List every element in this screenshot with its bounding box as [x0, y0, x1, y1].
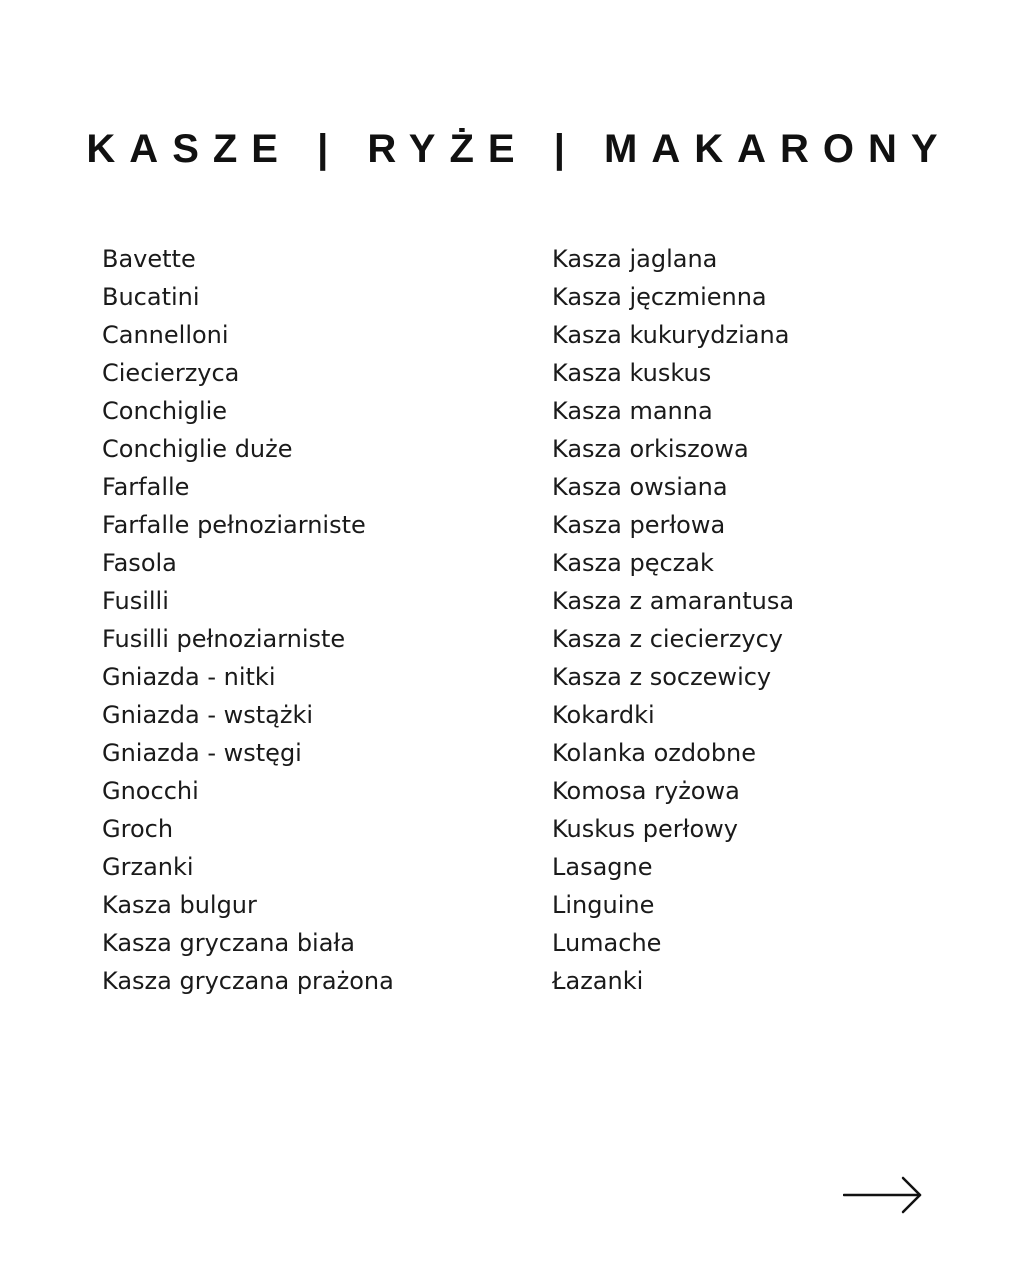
list-item: Kasza kukurydziana	[552, 321, 790, 349]
list-item: Grzanki	[102, 853, 194, 881]
list-item: Kasza kuskus	[552, 359, 712, 387]
list-item: Cannelloni	[102, 321, 229, 349]
list-item: Linguine	[552, 891, 655, 919]
list-item: Kasza owsiana	[552, 473, 728, 501]
list-item: Kasza z soczewicy	[552, 663, 772, 691]
list-item: Kasza orkiszowa	[552, 435, 749, 463]
list-item: Gnocchi	[102, 777, 199, 805]
list-item: Kasza z amarantusa	[552, 587, 795, 615]
list-item: Kasza jęczmienna	[552, 283, 767, 311]
product-list-right	[552, 240, 972, 1000]
list-item: Łazanki	[552, 967, 644, 995]
list-item: Bavette	[102, 245, 196, 273]
list-item: Fusilli	[102, 587, 169, 615]
list-item: Bucatini	[102, 283, 200, 311]
list-item: Kasza pęczak	[552, 549, 714, 577]
list-item: Kasza manna	[552, 397, 713, 425]
list-item: Kokardki	[552, 701, 655, 729]
list-item: Groch	[102, 815, 174, 843]
list-item: Gniazda - wstążki	[102, 701, 314, 729]
list-item: Ciecierzyca	[102, 359, 240, 387]
list-item: Gniazda - nitki	[102, 663, 276, 691]
list-item: Kasza jaglana	[552, 245, 718, 273]
list-item: Kasza perłowa	[552, 511, 726, 539]
list-item: Fusilli pełnoziarniste	[102, 625, 346, 653]
list-item: Farfalle pełnoziarniste	[102, 511, 366, 539]
arrow-right-icon	[843, 1176, 923, 1214]
list-item: Farfalle	[102, 473, 190, 501]
list-item: Conchiglie	[102, 397, 228, 425]
list-item: Lumache	[552, 929, 662, 957]
list-item: Gniazda - wstęgi	[102, 739, 302, 767]
product-list-left	[102, 240, 522, 1000]
list-item: Komosa ryżowa	[552, 777, 740, 805]
list-item: Kolanka ozdobne	[552, 739, 757, 767]
list-item: Kasza gryczana biała	[102, 929, 355, 957]
list-item: Lasagne	[552, 853, 653, 881]
next-page-button[interactable]	[843, 1176, 923, 1214]
list-item: Conchiglie duże	[102, 435, 293, 463]
page-title: KASZE | RYŻE | MAKARONY	[86, 126, 952, 171]
list-item: Kasza gryczana prażona	[102, 967, 394, 995]
list-item: Kuskus perłowy	[552, 815, 738, 843]
list-item: Kasza bulgur	[102, 891, 257, 919]
list-item: Fasola	[102, 549, 177, 577]
list-item: Kasza z ciecierzycy	[552, 625, 784, 653]
